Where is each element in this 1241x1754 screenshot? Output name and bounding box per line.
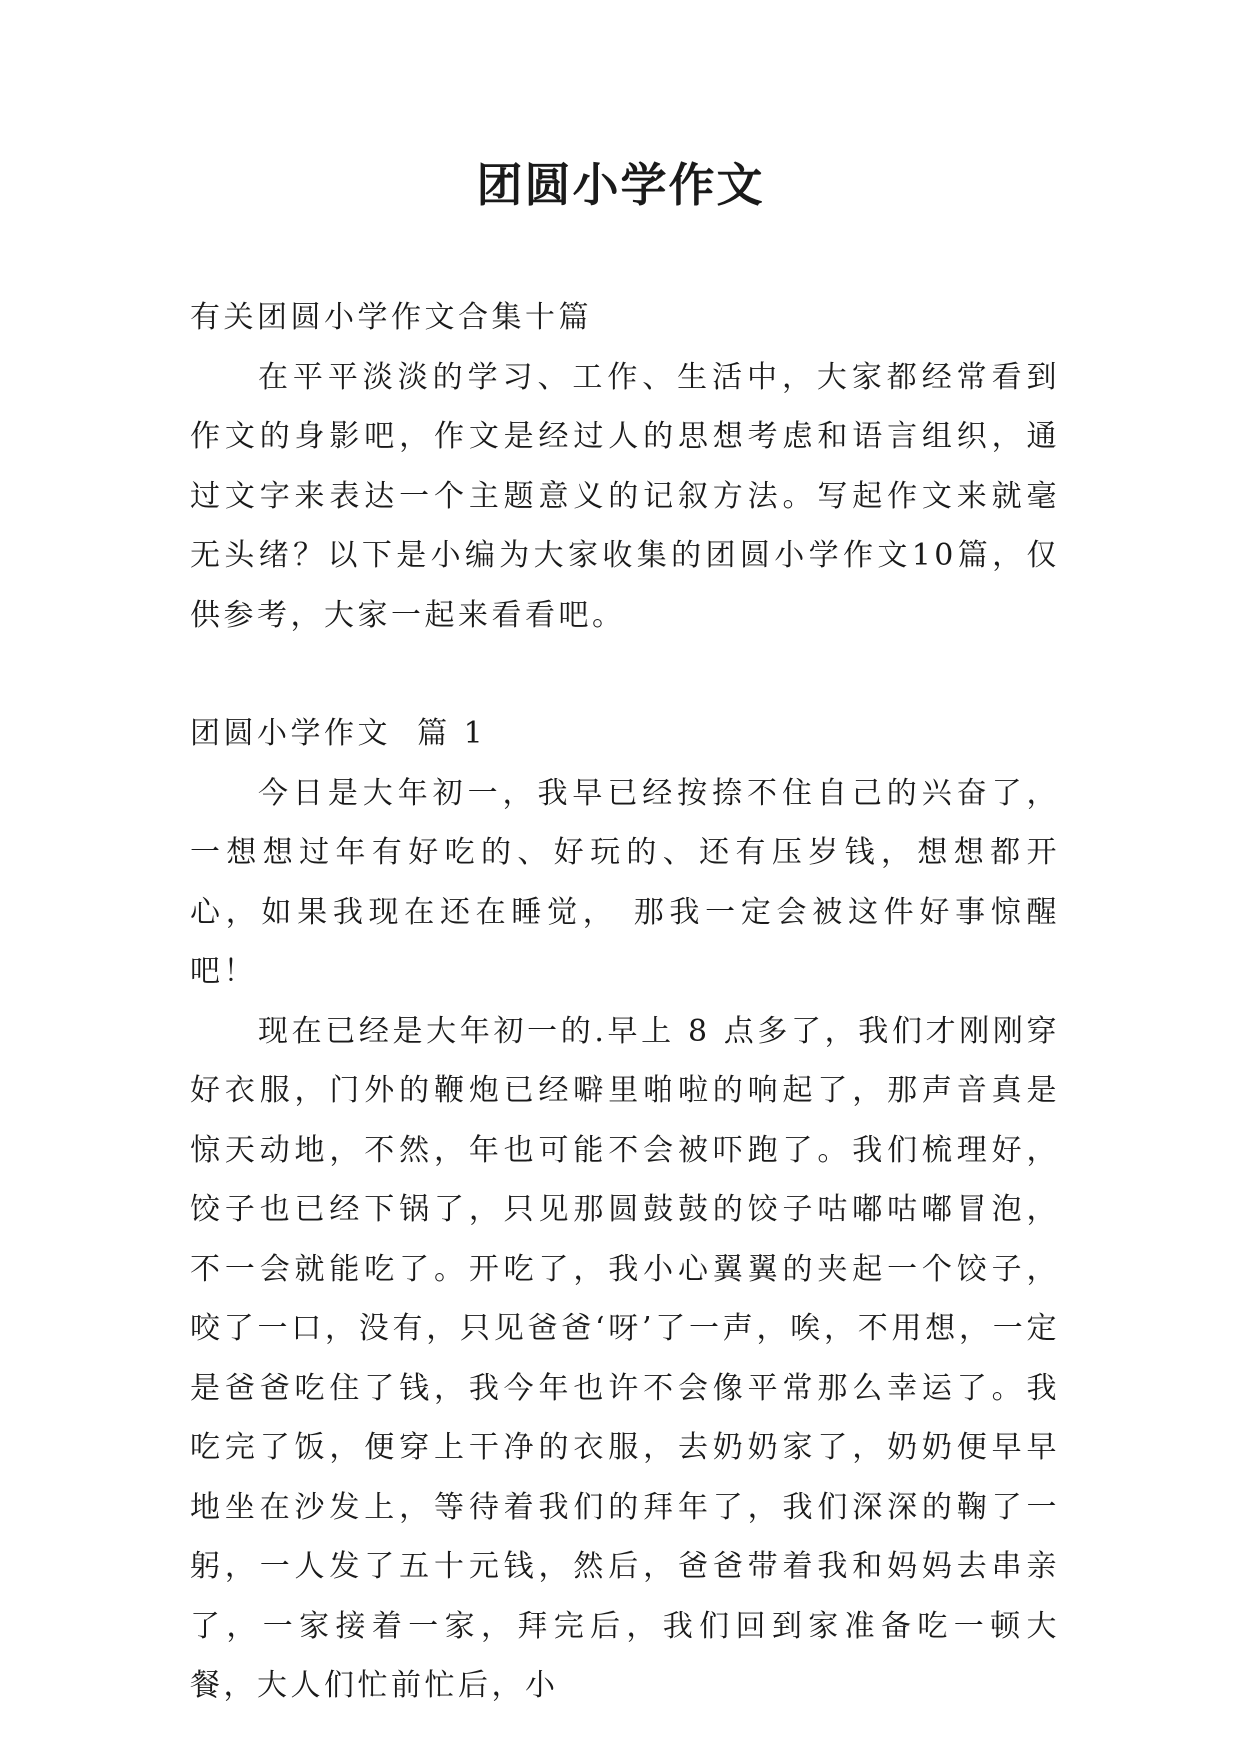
section-spacer [190, 645, 1060, 704]
section-paragraph-1: 今日是大年初一，我早已经按捺不住自己的兴奋了，一想想过年有好吃的、好玩的、还有压岁钱，想想都开心，如果我现在还在睡觉， 那我一定会被这件好事惊醒吧！ [190, 775, 1060, 989]
document-body [190, 288, 1060, 1716]
intro-paragraph: 在平平淡淡的学习、工作、生活中，大家都经常看到作文的身影吧，作文是经过人的思想考虑和语言组织，通过文字来表达一个主题意义的记叙方法。写起作文来就毫无头绪？以下是小编为大家收集的团圆小学作文10篇，仅供参考，大家一起来看看吧。 [190, 359, 1060, 633]
collection-subtitle: 有关团圆小学作文合集十篇 [190, 300, 592, 335]
section-heading: 团圆小学作文 篇 1 [190, 716, 487, 751]
section-paragraph-2: 现在已经是大年初一的.早上 8 点多了，我们才刚刚穿好衣服，门外的鞭炮已经噼里啪啦的响起了，那声音真是惊天动地，不然，年也可能不会被吓跑了。我们梳理好，饺子也已经下锅了，只见那圆鼓鼓的饺子咕嘟咕嘟冒泡，不一会就能吃了。开吃了，我小心翼翼的夹起一个饺子，咬了一口，没有，只见爸爸‘呀’了一声，唉，不用想，一定是爸爸吃住了钱，我今年也许不会像平常那么幸运了。我吃完了饭，便穿上干净的衣服，去奶奶家了，奶奶便早早地坐在沙发上，等待着我们的拜年了，我们深深的鞠了一躬，一人发了五十元钱，然后，爸爸带着我和妈妈去串亲了，一家接着一家，拜完后，我们回到家准备吃一顿大餐，大人们忙前忙后，小 [190, 1013, 1060, 1703]
document-title: 团圆小学作文 [476, 158, 765, 212]
